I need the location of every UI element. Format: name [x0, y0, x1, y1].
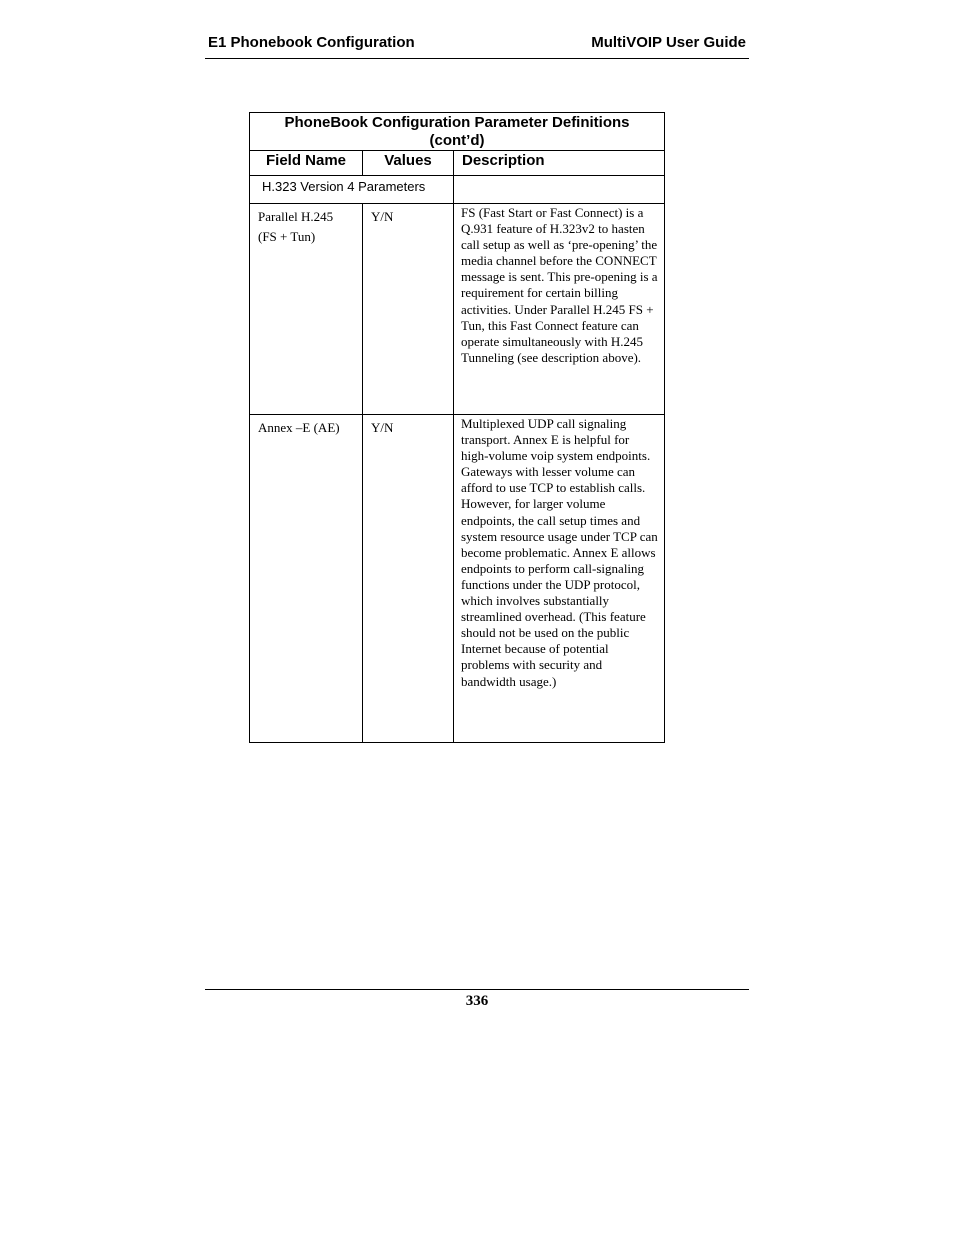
table-row: [250, 204, 665, 415]
values-text: Y/N: [371, 209, 394, 224]
table-row: [250, 415, 665, 743]
column-header-field-name: Field Name: [250, 151, 363, 176]
page-header: [205, 31, 749, 59]
values-text: Y/N: [371, 420, 394, 435]
column-header-values: Values: [363, 151, 454, 176]
section-row: [250, 176, 665, 204]
table-title-line2: (cont’d): [429, 132, 485, 149]
table-title-line1: PhoneBook Configuration Parameter Definitions: [284, 114, 630, 131]
field-name-line1: Annex –E (AE): [258, 420, 340, 435]
values-cell: [363, 204, 454, 415]
table-title-row: [250, 113, 665, 151]
field-name-line2: (FS + Tun): [258, 229, 316, 244]
page-number: 336: [465, 993, 489, 1009]
description-cell: Multiplexed UDP call signaling transport. Annex E is helpful for high-volume voip system endpoints. Gateways with lesser volume can afford to use TCP to establish calls. However, for larger volume endpoints, the call setup times and system resource usage under TCP can become problematic. Annex E allows endpoints to perform call-signaling functions under the UDP protocol, which involves substantially streamlined overhead. (This feature should not be used on the public Internet because of potential problems with security and bandwidth usage.): [454, 415, 665, 743]
table-header-row: [250, 151, 665, 176]
section-empty-cell: [454, 176, 665, 204]
field-name-line1: Parallel H.245: [258, 209, 334, 224]
header-section-title: E1 Phonebook Configuration: [208, 34, 415, 51]
column-header-description: Description: [454, 151, 665, 176]
description-cell: FS (Fast Start or Fast Connect) is a Q.931 feature of H.323v2 to hasten call setup as well as ‘pre-opening’ the media channel before the CONNECT message is sent. This pre-opening is a requirement for certain billing activities. Under Parallel H.245 FS + Tun, this Fast Connect feature can operate simultaneously with H.245 Tunneling (see description above).: [454, 204, 665, 415]
values-cell: [363, 415, 454, 743]
page-footer: [205, 989, 749, 1010]
field-name-cell: [250, 204, 363, 415]
parameter-definitions-table: [249, 112, 665, 743]
section-label: H.323 Version 4 Parameters: [250, 176, 454, 204]
table-title: [250, 113, 665, 151]
field-name-cell: [250, 415, 363, 743]
header-guide-title: MultiVOIP User Guide: [591, 34, 746, 51]
